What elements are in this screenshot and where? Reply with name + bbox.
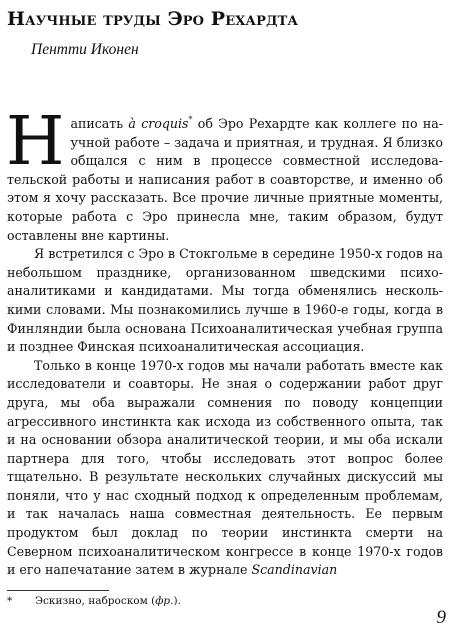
footnote-close: ). bbox=[173, 595, 181, 607]
footnote-language: фр. bbox=[155, 595, 174, 607]
paragraph-2: Я встретился с Эро в Стокгольме в середине 1950-х годов на небольшом празднике, организованном шведскими психоаналитиками и кандидатами. Мы тогда обменялись несколькими словами. Мы познакомились лучше в 1960-е годы, когда в Финляндии была основана Психоаналитическая учебная группа и позднее Финская психоаналитическая ассоциация. bbox=[7, 246, 443, 355]
paragraph-1 bbox=[6, 102, 444, 245]
footnote-text: Эскизно, наброском ( bbox=[35, 595, 156, 607]
paragraph-1-lead: аписать bbox=[70, 116, 129, 131]
journal-name: Scandinavian bbox=[251, 562, 338, 578]
article-body bbox=[6, 102, 444, 580]
footnote bbox=[7, 594, 181, 608]
footnote-divider bbox=[7, 590, 109, 591]
paragraph-3 bbox=[7, 357, 443, 580]
footnote-reference: * bbox=[188, 115, 193, 124]
page-number: 9 bbox=[436, 607, 446, 628]
author-name: Пентти Иконен bbox=[31, 41, 139, 58]
paragraph-3-text: Только в конце 1970-х годов мы начали работать вместе как исследователи и соавторы. Не зная о содержании работ друг друга, мы оба выражали сомнения по поводу концепции агрессивного инстинкта как исхода из собственного опыта, так и на основании обзора аналитической теории, и мы оба искали партнера для того, чтобы исследовать этот вопрос более тщательно. В результате нескольких случайных дискуссий мы поняли, что у нас сходный подход к определенным проблемам, и так началась наша совместная деятельность. Ее первым продуктом был доклад по теории инстинкта смерти на Северном психоаналитическом конгрессе в конце 1970-х годов и его напечатание затем в журнале bbox=[7, 357, 443, 578]
drop-cap: Н bbox=[6, 102, 65, 180]
paragraph-1-text: об Эро Рехардте как коллеге по научной работе – задача и приятная, и трудная. Я близко общался с ним в процессе совместной исследовательской работы и написания работ в соавторстве, и именно об этом я хочу рассказать. Все прочие личные приятные моменты, которые работа с Эро принесла мне, таким образом, будут оставлены вне картины. bbox=[7, 116, 444, 243]
article-title: Научные труды Эро Рехардта bbox=[7, 8, 299, 30]
footnote-marker: * bbox=[7, 595, 13, 607]
foreign-phrase: à croquis bbox=[128, 116, 189, 131]
